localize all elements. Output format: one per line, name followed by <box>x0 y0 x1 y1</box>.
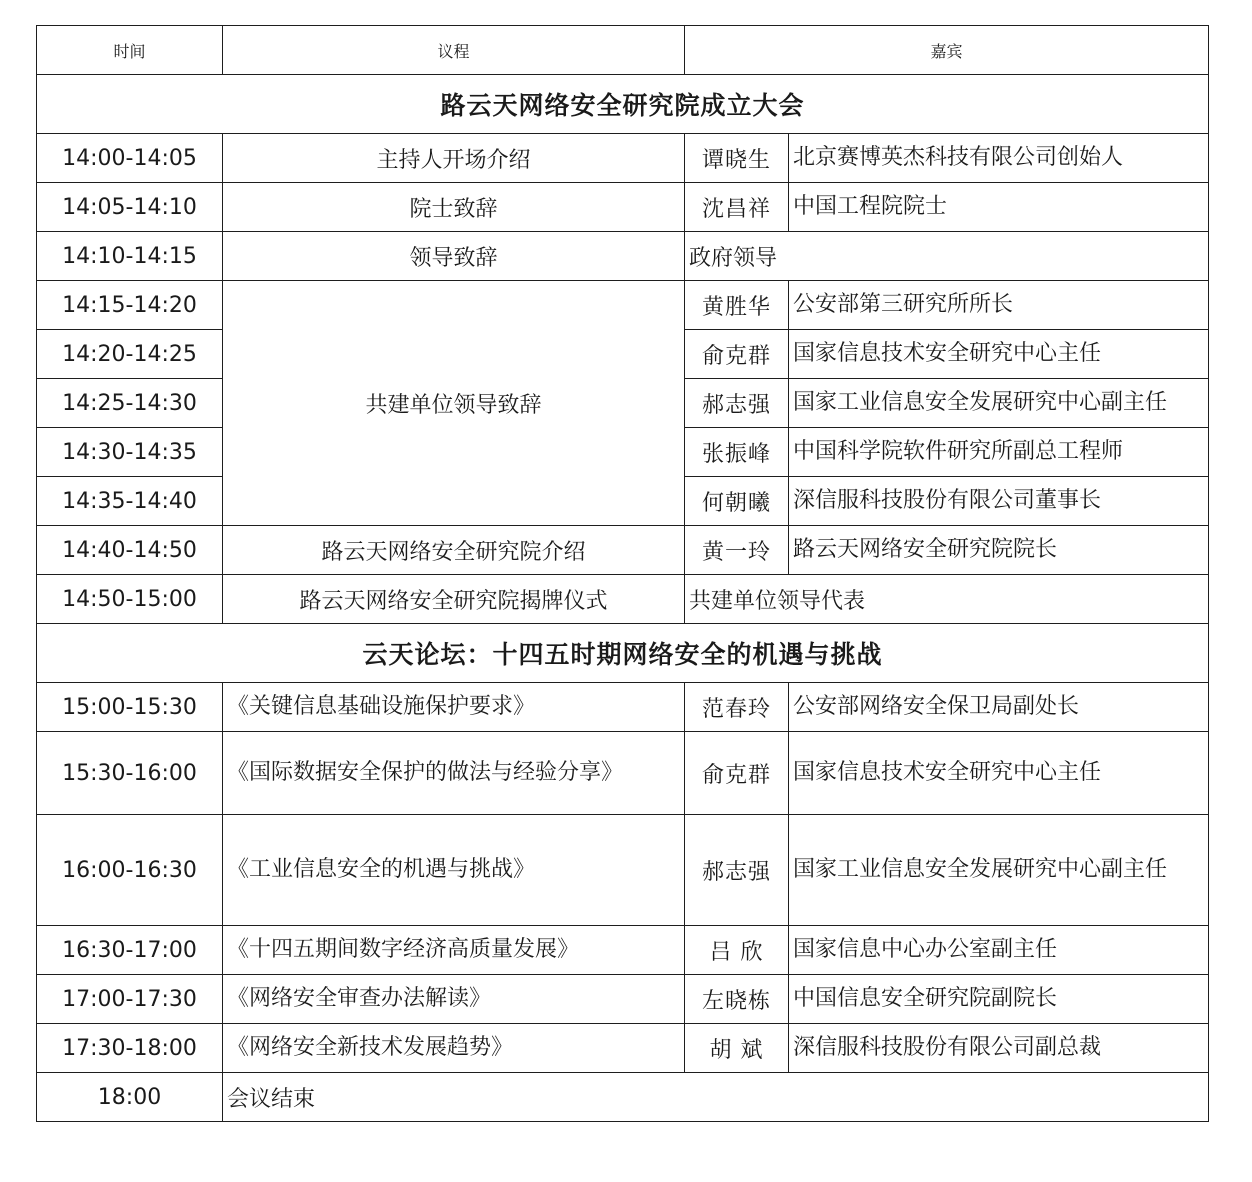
time-cell: 14:25-14:30 <box>37 379 223 428</box>
topic-cell: 主持人开场介绍 <box>223 134 685 183</box>
speaker-name-cell: 俞克群 <box>685 732 789 815</box>
speaker-org-cell: 深信服科技股份有限公司董事长 <box>789 477 1209 526</box>
time-cell: 17:00-17:30 <box>37 975 223 1024</box>
speaker-org-cell: 公安部第三研究所所长 <box>789 281 1209 330</box>
time-cell: 18:00 <box>37 1073 223 1122</box>
topic-cell: 路云天网络安全研究院揭牌仪式 <box>223 575 685 624</box>
table-row <box>37 183 1209 232</box>
time-cell: 14:30-14:35 <box>37 428 223 477</box>
topic-cell: 领导致辞 <box>223 232 685 281</box>
guest-merged-cell: 共建单位领导代表 <box>685 575 1209 624</box>
table-row <box>37 281 1209 330</box>
speaker-org-cell: 国家工业信息安全发展研究中心副主任 <box>789 379 1209 428</box>
time-cell: 17:30-18:00 <box>37 1024 223 1073</box>
speaker-name-cell: 郝志强 <box>685 379 789 428</box>
speaker-org-cell: 国家工业信息安全发展研究中心副主任 <box>789 815 1209 926</box>
time-cell: 14:00-14:05 <box>37 134 223 183</box>
time-cell: 16:00-16:30 <box>37 815 223 926</box>
speaker-org-cell: 中国工程院院士 <box>789 183 1209 232</box>
time-cell: 14:05-14:10 <box>37 183 223 232</box>
speaker-org-cell: 中国信息安全研究院副院长 <box>789 975 1209 1024</box>
speaker-name-cell: 左晓栋 <box>685 975 789 1024</box>
topic-cell: 《工业信息安全的机遇与挑战》 <box>223 815 685 926</box>
time-cell: 14:50-15:00 <box>37 575 223 624</box>
section-1-title: 路云天网络安全研究院成立大会 <box>37 75 1209 134</box>
time-cell: 15:00-15:30 <box>37 683 223 732</box>
speaker-name-cell: 郝志强 <box>685 815 789 926</box>
speaker-org-cell: 公安部网络安全保卫局副处长 <box>789 683 1209 732</box>
speaker-name-cell: 胡 斌 <box>685 1024 789 1073</box>
topic-cell: 路云天网络安全研究院介绍 <box>223 526 685 575</box>
table-row <box>37 926 1209 975</box>
closing-topic-cell: 会议结束 <box>223 1073 1209 1122</box>
speaker-org-cell: 国家信息技术安全研究中心主任 <box>789 732 1209 815</box>
speaker-org-cell: 国家信息中心办公室副主任 <box>789 926 1209 975</box>
speaker-org-cell: 北京赛博英杰科技有限公司创始人 <box>789 134 1209 183</box>
table-row <box>37 683 1209 732</box>
time-cell: 14:40-14:50 <box>37 526 223 575</box>
guest-merged-cell: 政府领导 <box>685 232 1209 281</box>
topic-cell: 《十四五期间数字经济高质量发展》 <box>223 926 685 975</box>
topic-cell: 《国际数据安全保护的做法与经验分享》 <box>223 732 685 815</box>
table-row <box>37 975 1209 1024</box>
header-guest: 嘉宾 <box>685 26 1209 75</box>
agenda-table <box>36 25 1209 1122</box>
speaker-name-cell: 黄一玲 <box>685 526 789 575</box>
speaker-org-cell: 中国科学院软件研究所副总工程师 <box>789 428 1209 477</box>
table-row <box>37 134 1209 183</box>
topic-cell: 《网络安全新技术发展趋势》 <box>223 1024 685 1073</box>
section-title-row <box>37 624 1209 683</box>
merged-topic-cell: 共建单位领导致辞 <box>223 281 685 526</box>
topic-cell: 《关键信息基础设施保护要求》 <box>223 683 685 732</box>
time-cell: 14:10-14:15 <box>37 232 223 281</box>
speaker-name-cell: 吕 欣 <box>685 926 789 975</box>
speaker-name-cell: 谭晓生 <box>685 134 789 183</box>
speaker-name-cell: 俞克群 <box>685 330 789 379</box>
table-row <box>37 232 1209 281</box>
speaker-name-cell: 何朝曦 <box>685 477 789 526</box>
time-cell: 14:20-14:25 <box>37 330 223 379</box>
table-row <box>37 815 1209 926</box>
speaker-org-cell: 国家信息技术安全研究中心主任 <box>789 330 1209 379</box>
header-time: 时间 <box>37 26 223 75</box>
table-header-row <box>37 26 1209 75</box>
speaker-org-cell: 路云天网络安全研究院院长 <box>789 526 1209 575</box>
speaker-name-cell: 范春玲 <box>685 683 789 732</box>
closing-row <box>37 1073 1209 1122</box>
header-topic: 议程 <box>223 26 685 75</box>
time-cell: 16:30-17:00 <box>37 926 223 975</box>
section-title-row <box>37 75 1209 134</box>
time-cell: 14:35-14:40 <box>37 477 223 526</box>
speaker-name-cell: 张振峰 <box>685 428 789 477</box>
speaker-name-cell: 黄胜华 <box>685 281 789 330</box>
time-cell: 15:30-16:00 <box>37 732 223 815</box>
section-2-title: 云天论坛：十四五时期网络安全的机遇与挑战 <box>37 624 1209 683</box>
speaker-org-cell: 深信服科技股份有限公司副总裁 <box>789 1024 1209 1073</box>
table-row <box>37 1024 1209 1073</box>
speaker-name-cell: 沈昌祥 <box>685 183 789 232</box>
topic-cell: 《网络安全审查办法解读》 <box>223 975 685 1024</box>
table-row <box>37 575 1209 624</box>
table-row <box>37 526 1209 575</box>
topic-cell: 院士致辞 <box>223 183 685 232</box>
time-cell: 14:15-14:20 <box>37 281 223 330</box>
table-row <box>37 732 1209 815</box>
